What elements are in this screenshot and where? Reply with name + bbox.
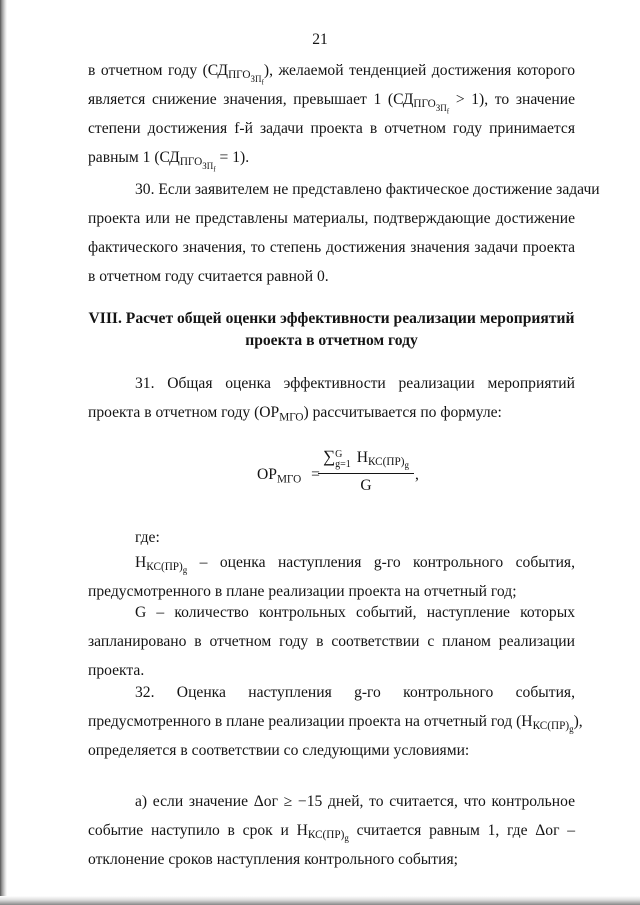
- paragraph-30: [88, 175, 600, 291]
- text-line: $Н_{КС(ПР)_g}$ – оценка наступления g-го контрольного события,: [135, 554, 575, 576]
- item-a: [88, 787, 575, 874]
- where-label: где:: [135, 529, 160, 546]
- fraction-bar: [318, 473, 414, 474]
- formula-denominator: G: [360, 477, 372, 494]
- text-line: степени достижения f-й задачи проекта в отчетном году принимается: [88, 120, 575, 137]
- text-line: отклонение сроков наступления контрольного события;: [88, 851, 458, 868]
- paragraph-32: [88, 678, 583, 765]
- paragraph-continuation: [88, 56, 575, 172]
- text-line: предусмотренного в плане реализации проекта на отчетный год $(Н_{КС(ПР)_g})$,: [88, 713, 583, 735]
- paragraph-31: [88, 369, 575, 427]
- page-number: 21: [312, 31, 328, 48]
- text-line: определяется в соответствии со следующими условиями:: [88, 742, 470, 759]
- formula-lhs: $ОР_{МГО}$ =: [257, 466, 320, 486]
- scan-left-edge: [0, 0, 7, 905]
- text-line: 32. Оценка наступления g-го контрольного события,: [135, 684, 575, 701]
- heading-line: VIII. Расчет общей оценки эффективности реализации мероприятий: [88, 310, 575, 327]
- text-line: проекта.: [88, 662, 145, 679]
- text-line: а) если значение Δог ≥ −15 дней, то считается, что контрольное: [135, 793, 575, 810]
- text-line: G – количество контрольных событий, наступление которых: [135, 604, 575, 621]
- definition-g: [88, 598, 575, 685]
- text-line: 31. Общая оценка эффективности реализации мероприятий: [135, 375, 575, 392]
- text-line: проекта или не представлены материалы, подтверждающие достижение: [88, 210, 575, 227]
- text-line: является снижение значения, превышает 1 $(СД_{ПГО_{ЗП_f}} > 1)$, то значение: [88, 91, 576, 116]
- formula-fraction: [318, 446, 414, 495]
- text-line: фактического значения, то степень достижения значения задачи проекта: [88, 239, 575, 256]
- text-line: 30. Если заявителем не представлено фактическое достижение задачи: [135, 181, 600, 198]
- text-line: предусмотренного в плане реализации проекта на отчетный год;: [88, 583, 517, 600]
- scan-bottom-edge: [0, 896, 640, 905]
- text-line: в отчетном году считается равной 0.: [88, 268, 329, 285]
- heading-line: проекта в отчетном году: [245, 332, 418, 349]
- formula-numerator: ∑ G g=1 $Н_{КС(ПР)_g}$: [323, 447, 409, 471]
- text-line: запланировано в отчетном году в соответствии с планом реализации: [88, 633, 575, 650]
- text-line: проекта в отчетном году $(ОР_{МГО})$ рассчитывается по формуле:: [88, 404, 502, 424]
- text-line: равным 1 $(СД_{ПГО_{ЗП_f}} = 1)$.: [88, 149, 250, 174]
- text-line: событие наступило в срок и $Н_{КС(ПР)_g}$ считается равным 1, где Δог –: [88, 822, 576, 844]
- text-line: в отчетном году $(СД_{ПГО_{ЗП_f}})$, желаемой тенденцией достижения которого: [88, 62, 576, 87]
- section-heading: [88, 308, 575, 352]
